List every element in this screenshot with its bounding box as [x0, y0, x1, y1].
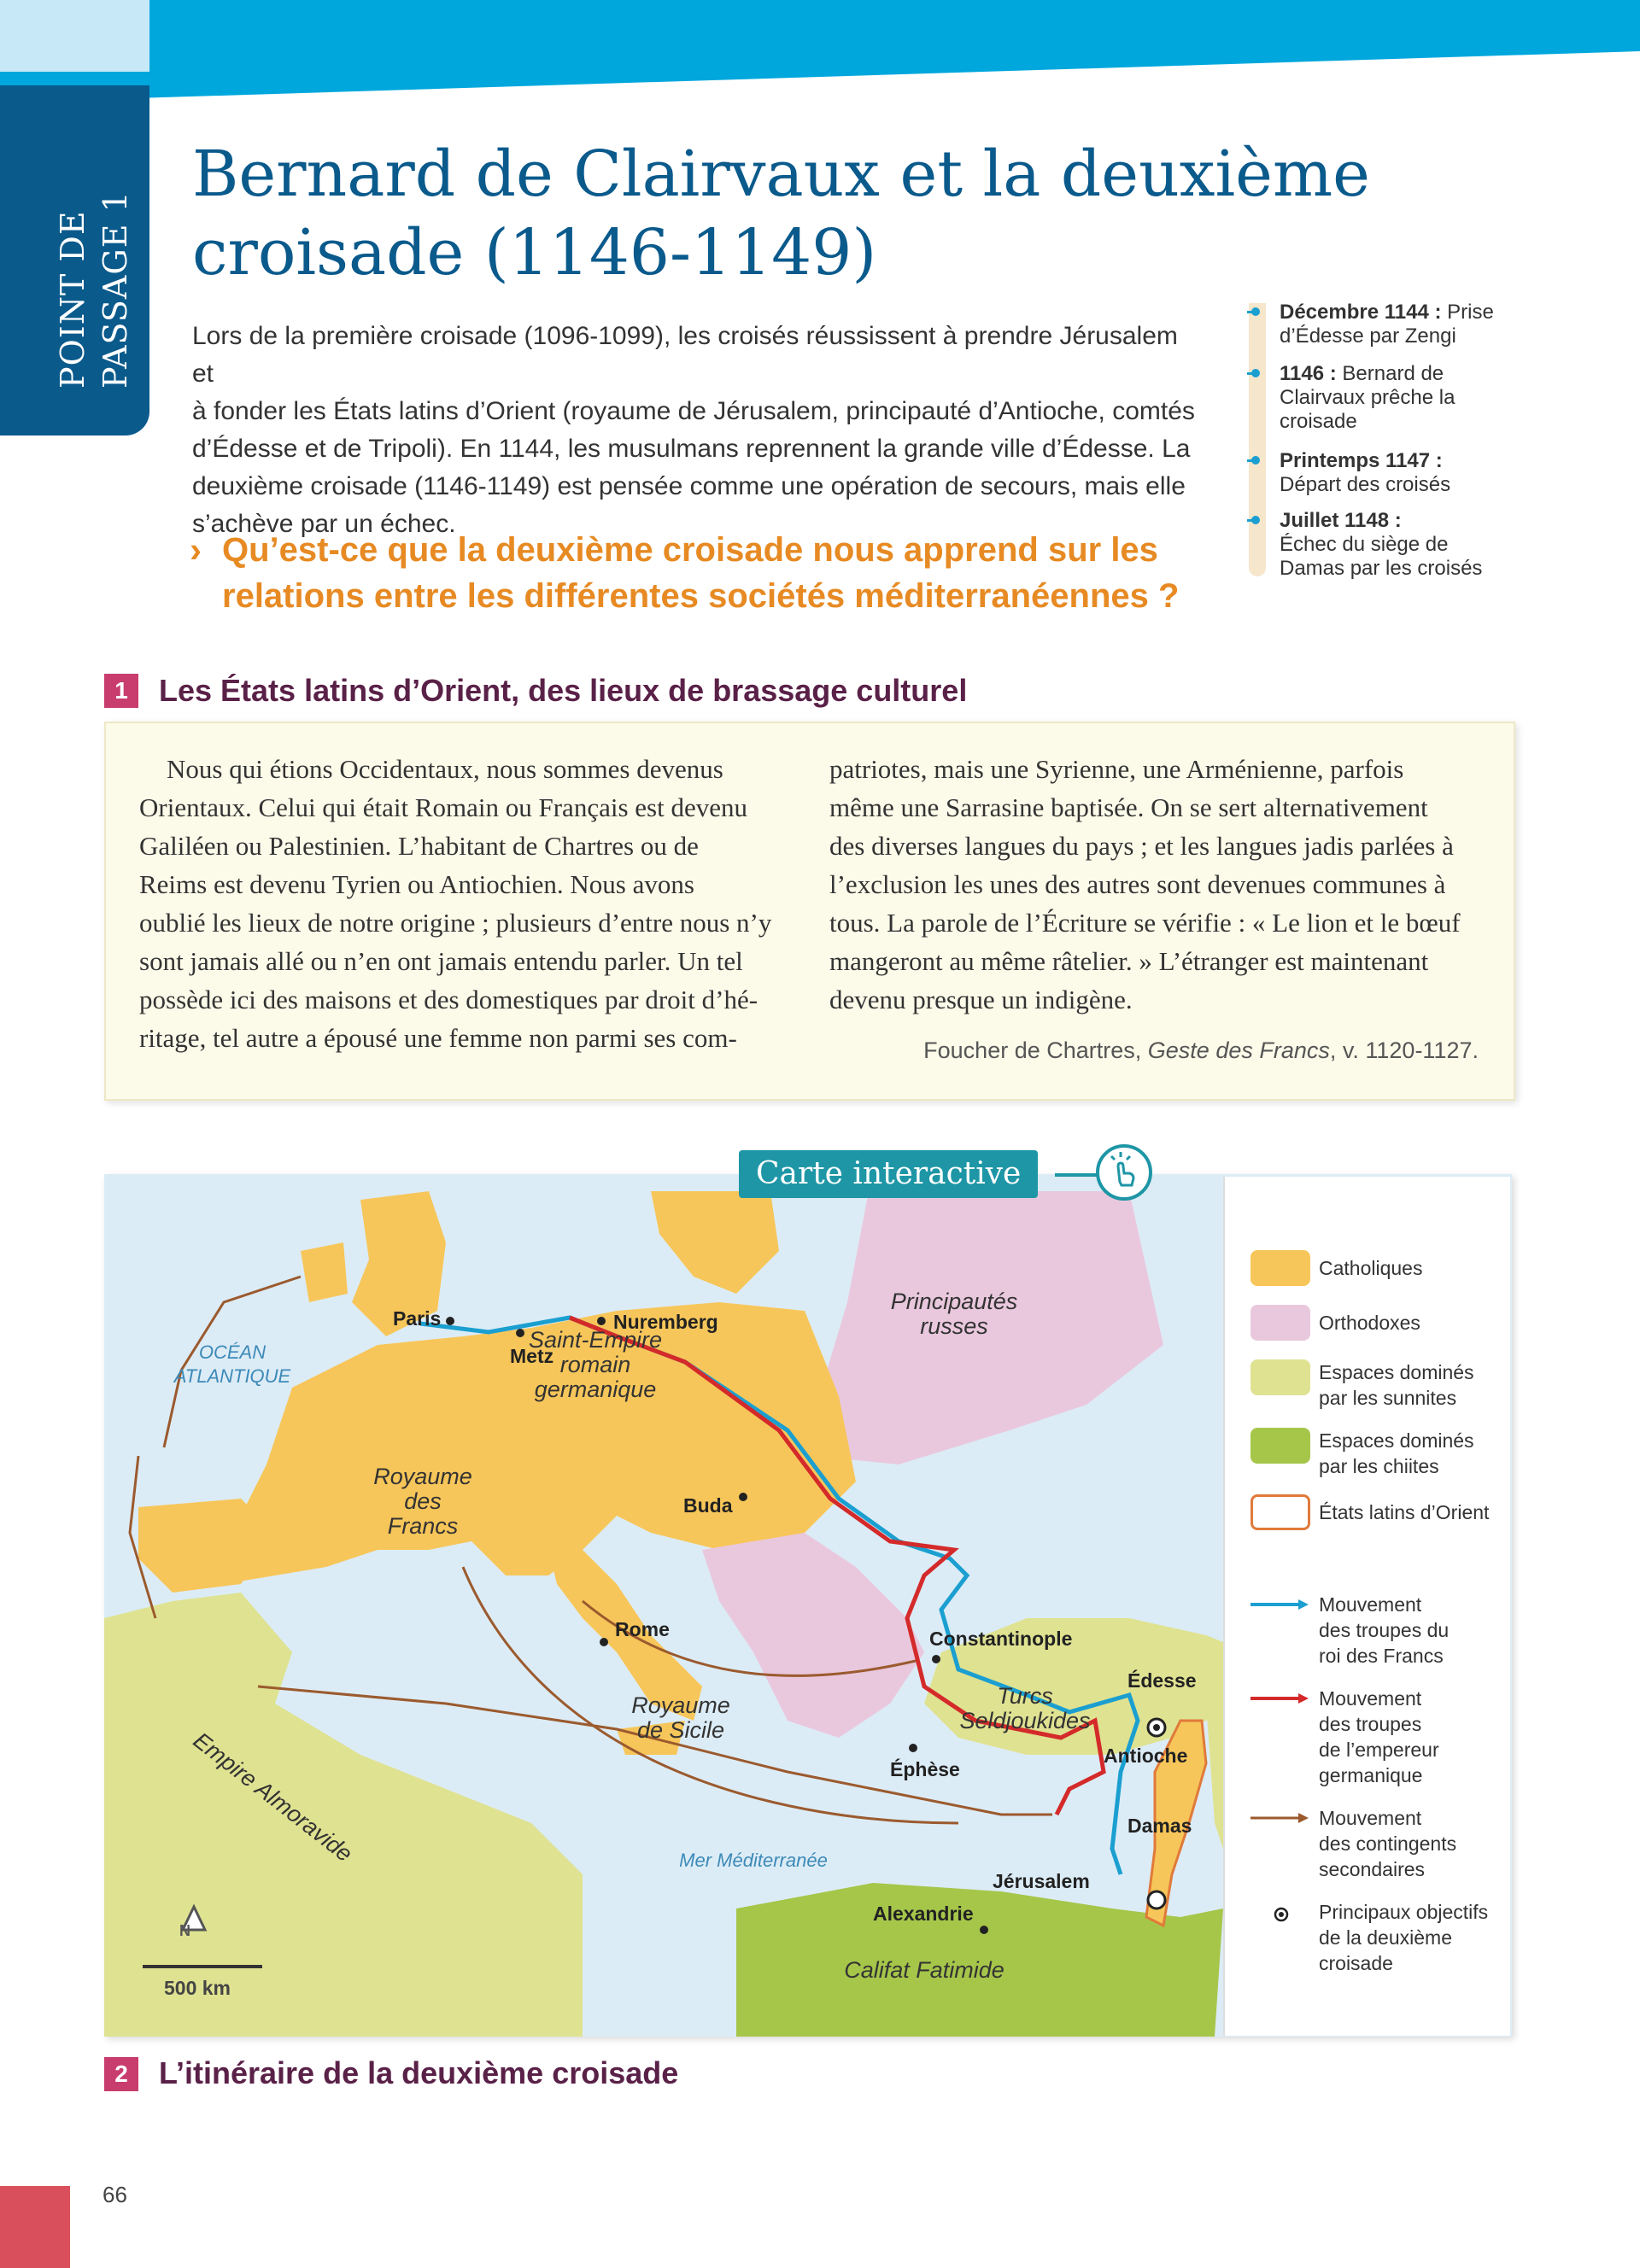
ocean-label: OCÉAN ATLANTIQUE: [173, 1342, 291, 1387]
quote-line: Nous qui étions Occidentaux, nous sommes devenus: [167, 754, 723, 784]
legend-secondary-route: Mouvement des contingents secondaires: [1319, 1807, 1457, 1880]
sicily-label: Royaume de Sicile: [631, 1692, 730, 1743]
constantinople-dot: [932, 1655, 940, 1663]
quote-line: patriotes, mais une Syrienne, une Arménienne, parfois: [829, 754, 1404, 784]
quote-line: Reims est devenu Tyrien ou Antiochien. Nous avons: [139, 869, 694, 899]
timeline-text: Départ des croisés: [1280, 473, 1451, 496]
title-line-1: Bernard de Clairvaux et la deuxième: [192, 137, 1370, 211]
tab-line-1: POINT DE: [54, 210, 91, 389]
timeline-date: Juillet 1148 :: [1280, 509, 1402, 532]
city-damas: Damas: [1128, 1815, 1192, 1837]
city-constantinople: Constantinople: [929, 1628, 1073, 1650]
top-banner: [0, 0, 1640, 102]
timeline-dot-icon: [1247, 519, 1259, 522]
question-line-1: Qu’est-ce que la deuxième croisade nous apprend sur les: [222, 531, 1158, 569]
quote-line: l’exclusion les unes des autres sont devenues communes à: [829, 869, 1446, 899]
top-banner-accent: [0, 0, 149, 72]
legend-objective-icon: [1273, 1906, 1290, 1923]
sea-label: Mer Méditerranée: [679, 1850, 828, 1871]
legend-shiite: Espaces dominés par les chiites: [1319, 1429, 1474, 1477]
quote-line: mangeront au même râtelier. » L’étranger est maintenant: [829, 946, 1429, 976]
intro-line: s’achève par un échec.: [192, 510, 456, 538]
timeline-dot-icon: [1247, 372, 1259, 375]
touch-hand-icon[interactable]: [1096, 1144, 1152, 1201]
source-date: , v. 1120-1127.: [1329, 1038, 1479, 1063]
ephese-dot: [909, 1744, 917, 1752]
legend-swatch-sunni: [1250, 1359, 1310, 1395]
scale-label: 500 km: [164, 1977, 231, 1999]
hre-label: Saint-Empire romain germanique: [528, 1327, 663, 1402]
city-alexandrie: Alexandrie: [873, 1903, 974, 1925]
france-label: Royaume des Francs: [373, 1464, 472, 1539]
legend-swatch-latin-states: [1250, 1494, 1310, 1530]
timeline-item: [1247, 449, 1520, 497]
timeline-text: d’Édesse par Zengi: [1280, 324, 1456, 348]
city-jerusalem: Jérusalem: [993, 1870, 1090, 1892]
north-label: N: [179, 1922, 190, 1939]
quote-line: Galiléen ou Palestinien. L’habitant de Chartres ou de: [139, 831, 699, 861]
quote-line: tous. La parole de l’Écriture se vérifie : « Le lion et le bœuf: [829, 908, 1461, 938]
legend-arrow-french-icon: [1250, 1599, 1310, 1610]
badge-connector: [1055, 1173, 1102, 1177]
page-corner-accent: [0, 2186, 70, 2268]
source-work: Geste des Francs: [1147, 1038, 1330, 1063]
quote-column-1: [139, 750, 787, 1057]
legend-arrow-secondary-icon: [1250, 1812, 1310, 1824]
interactive-map-button[interactable]: Carte interactive: [739, 1150, 1038, 1198]
quote-column-2: [829, 750, 1479, 1019]
timeline-dot-icon: [1247, 459, 1259, 462]
legend-swatch-catholic: [1250, 1250, 1310, 1286]
chevron-right-icon: ›: [190, 529, 202, 570]
quote-line: des diverses langues du pays ; et les langues jadis parlées à: [829, 831, 1454, 861]
title-line-2: croisade (1146-1149): [192, 216, 877, 289]
touch-hand-glyph: [1099, 1148, 1149, 1197]
legend-french-route: Mouvement des troupes du roi des Francs: [1319, 1593, 1450, 1667]
city-ephese: Éphèse: [890, 1758, 960, 1780]
quote-line: même une Sarrasine baptisée. On se sert alternativement: [829, 792, 1428, 822]
russia-label: Principautés russes: [890, 1289, 1018, 1339]
objective-jerusalem-icon: [1148, 1891, 1165, 1909]
doc1-number: 1: [104, 674, 138, 708]
quote-line: Orientaux. Celui qui était Romain ou Français est devenu: [139, 792, 747, 822]
key-question: [222, 527, 1230, 619]
legend-orthodox: Orthodoxes: [1319, 1312, 1420, 1334]
city-metz: Metz: [510, 1345, 554, 1367]
buda-dot: [739, 1493, 747, 1501]
quote-line: sont jamais allé ou n’en ont jamais entendu parler. Un tel: [139, 946, 743, 976]
legend-swatch-shiite: [1250, 1428, 1310, 1464]
legend-sunni: Espaces dominés par les sunnites: [1319, 1361, 1474, 1409]
timeline-text: Prise: [1441, 301, 1494, 324]
city-antioche: Antioche: [1104, 1745, 1188, 1767]
timeline-text: Bernard de: [1336, 362, 1444, 385]
rome-dot: [600, 1638, 608, 1646]
timeline-date: Décembre 1144 :: [1280, 301, 1442, 324]
legend-latin-states: États latins d’Orient: [1319, 1501, 1490, 1523]
city-edesse: Édesse: [1128, 1669, 1197, 1692]
intro-line: d’Édesse et de Tripoli). En 1144, les musulmans reprennent la grande ville d’Édesse. La: [192, 435, 1191, 463]
timeline-text: Échec du siège de Damas par les croisés: [1280, 533, 1483, 580]
ireland-region: [301, 1242, 348, 1302]
timeline-item: [1247, 362, 1520, 434]
quote-line: devenu presque un indigène.: [829, 985, 1133, 1014]
doc2-title: L’itinéraire de la deuxième croisade: [159, 2055, 679, 2090]
question-line-2: relations entre les différentes sociétés méditerranéennes ?: [222, 577, 1180, 615]
legend-objectives: Principaux objectifs de la deuxième croisade: [1319, 1901, 1489, 1974]
quote-line: possède ici des maisons et des domestiques par droit d’hé-: [139, 985, 758, 1014]
intro-paragraph: [192, 318, 1204, 543]
timeline-date: 1146 :: [1280, 362, 1337, 385]
point-de-passage-label: [51, 107, 137, 389]
fatimid-label: Califat Fatimide: [844, 1957, 1004, 1983]
alexandrie-dot: [980, 1926, 988, 1934]
city-paris: Paris: [393, 1307, 442, 1330]
intro-line: à fonder les États latins d’Orient (royaume de Jérusalem, principauté d’Antioche, comtés: [192, 397, 1195, 425]
legend-swatch-orthodox: [1250, 1305, 1310, 1341]
quote-source: [829, 1038, 1479, 1064]
legend-german-route: Mouvement des troupes de l’empereur germanique: [1319, 1687, 1439, 1786]
timeline-text: Clairvaux prêche la croisade: [1280, 386, 1456, 433]
intro-line: deuxième croisade (1146-1149) est pensée comme une opération de secours, mais elle: [192, 472, 1186, 500]
city-rome: Rome: [615, 1618, 670, 1640]
doc2-number: 2: [104, 2057, 138, 2091]
nuremberg-dot: [597, 1317, 606, 1325]
page-number: 66: [102, 2182, 127, 2207]
legend-arrow-german-icon: [1250, 1692, 1310, 1704]
quote-line: oublié les lieux de notre origine ; plusieurs d’entre nous n’y: [139, 908, 772, 938]
almoravid-label: Empire Almoravide: [188, 1727, 358, 1868]
paris-dot: [446, 1317, 454, 1325]
city-buda: Buda: [683, 1494, 733, 1517]
timeline-dot-icon: [1247, 311, 1259, 313]
timeline-item: [1247, 301, 1520, 348]
turks-label: Turcs Seldjoukides: [959, 1683, 1091, 1733]
timeline-item: [1247, 509, 1520, 581]
tab-line-2: PASSAGE 1: [97, 190, 134, 389]
city-nuremberg: Nuremberg: [613, 1311, 718, 1333]
quote-line: ritage, tel autre a épousé une femme non parmi ses com-: [139, 1023, 737, 1053]
source-author: Foucher de Chartres,: [923, 1038, 1148, 1063]
timeline-date: Printemps 1147 :: [1280, 449, 1443, 472]
intro-line: Lors de la première croisade (1096-1099), les croisés réussissent à prendre Jérusalem et: [192, 322, 1178, 388]
legend-catholic: Catholiques: [1319, 1257, 1423, 1279]
page-title: [192, 135, 1456, 292]
map-legend: [1223, 1177, 1510, 2036]
doc1-title: Les États latins d’Orient, des lieux de brassage culturel: [159, 673, 968, 708]
